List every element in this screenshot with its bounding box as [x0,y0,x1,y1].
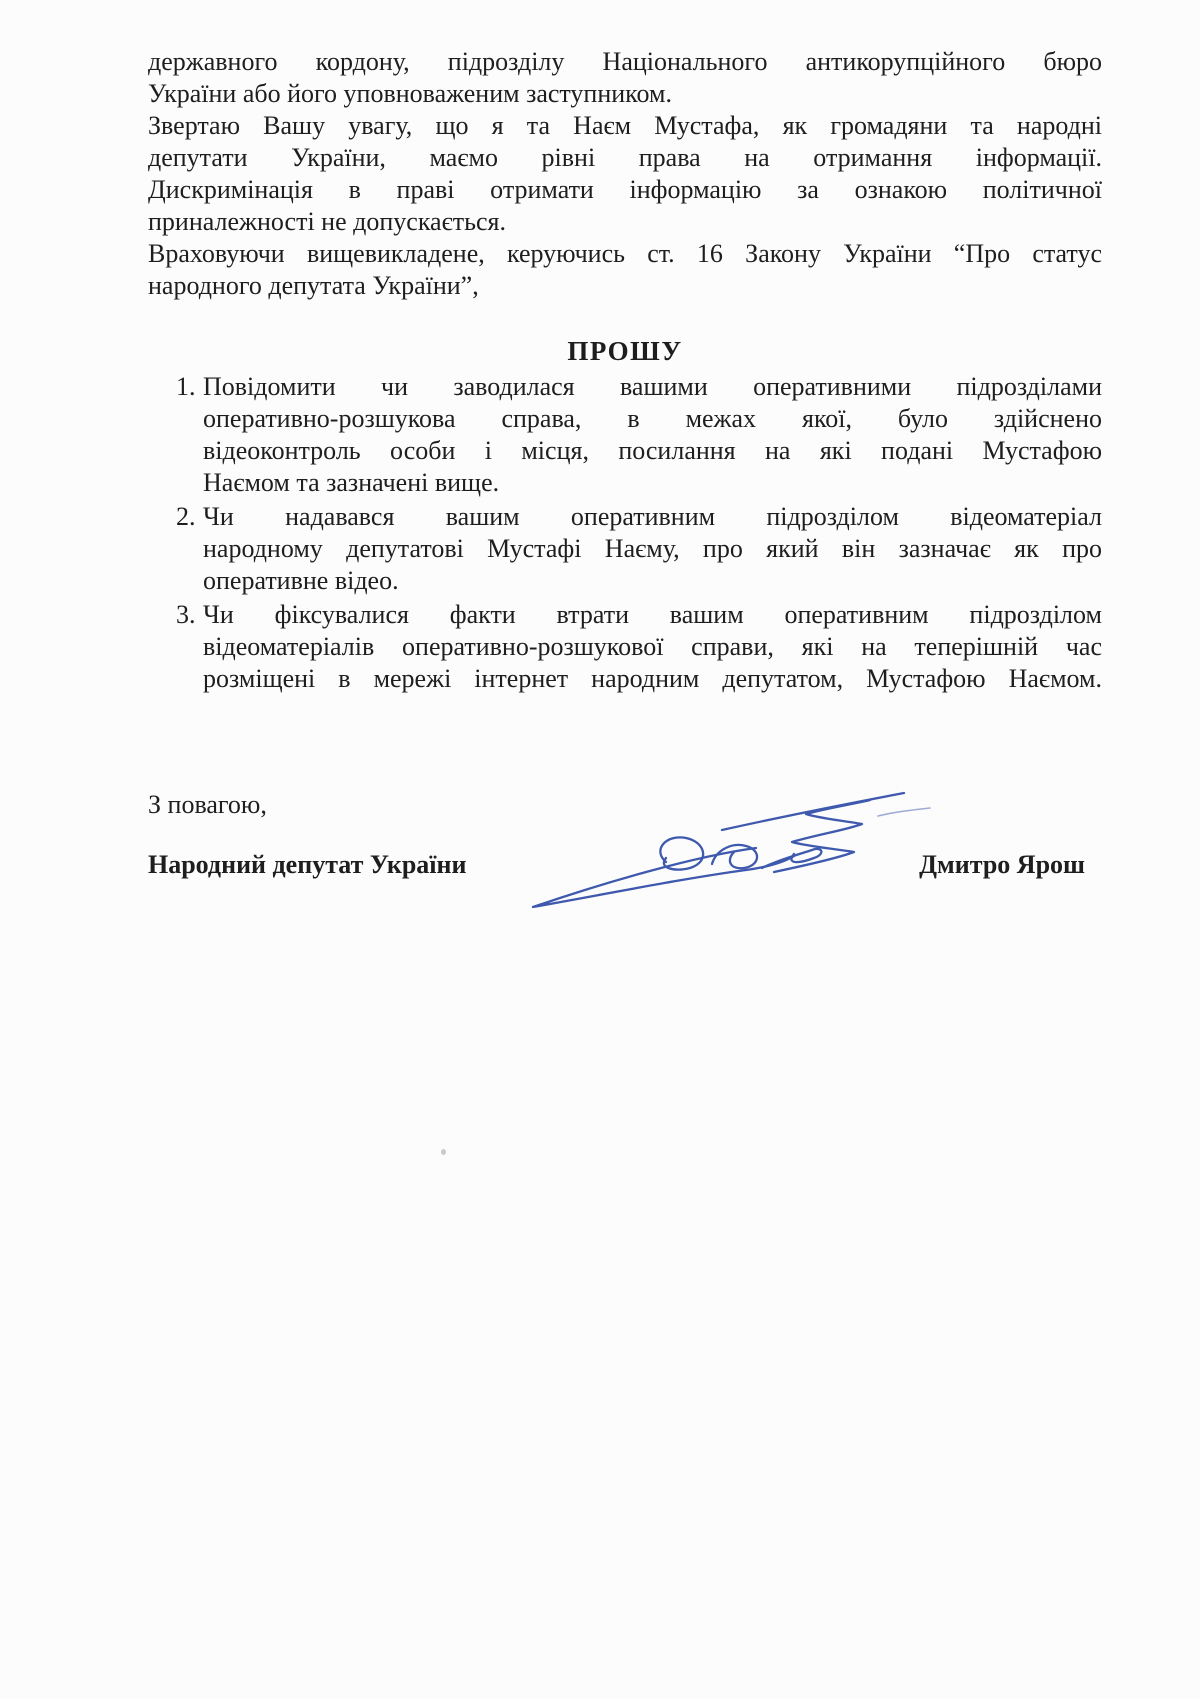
paragraph-line: народного депутата України”, [148,271,479,300]
paragraph-line: Звертаю Вашу увагу, що я та Наєм Мустафа, як громадяни та народні [148,111,1102,140]
paragraph-line: Наємом та зазначені вище. [203,468,500,497]
signer-title: Народний депутат України [148,850,467,879]
list-item [148,371,1102,499]
paragraph-line: відеоконтроль особи і місця, посилання на які подані Мустафою [203,436,1102,465]
item-body [203,371,1102,499]
signature [516,780,936,918]
item-body [203,599,1102,695]
paragraph-line: Дискримінація в праві отримати інформацію за ознакою політичної [148,175,1102,204]
body-paragraph [148,238,1102,302]
body-paragraph [148,110,1102,238]
body-paragraph [148,46,1102,110]
paragraph-line: оперативне відео. [203,566,399,595]
paragraph-line: Повідомити чи заводилася вашими оперативними підрозділами [203,372,1102,401]
paragraph-line: розміщені в мережі інтернет народним депутатом, Мустафою Наємом. [203,664,1102,693]
paragraph-line: депутати України, маємо рівні права на отримання інформації. [148,143,1102,172]
paragraph-line: народному депутатові Мустафі Наєму, про який він зазначає як про [203,534,1102,563]
item-number: 1. [176,372,196,401]
salutation: З повагою, [148,790,267,819]
request-list [148,371,1102,695]
list-item [148,501,1102,597]
paragraph-line: приналежності не допускається. [148,207,506,236]
paragraph-line: відеоматеріалів оперативно-розшукової справи, які на теперішній час [203,632,1102,661]
paragraph-line: Чи фіксувалися факти втрати вашим оперативним підрозділом [203,600,1102,629]
item-number: 2. [176,502,196,531]
paragraph-line: державного кордону, підрозділу Національного антикорупційного бюро [148,47,1102,76]
item-body [203,501,1102,597]
signer-name: Дмитро Ярош [919,850,1085,879]
paragraph-line: Чи надавався вашим оперативним підрозділом відеоматеріал [203,502,1102,531]
document-text-column [148,46,1102,881]
list-item [148,599,1102,695]
request-heading: ПРОШУ [567,336,683,366]
paragraph-line: України або його уповноваженим заступником. [148,79,672,108]
paragraph-line: Враховуючи вищевикладене, керуючись ст. 16 Закону України “Про статус [148,239,1102,268]
item-number: 3. [176,600,196,629]
scan-speck [441,1149,446,1155]
paragraph-line: оперативно-розшукова справа, в межах якої, було здійснено [203,404,1102,433]
